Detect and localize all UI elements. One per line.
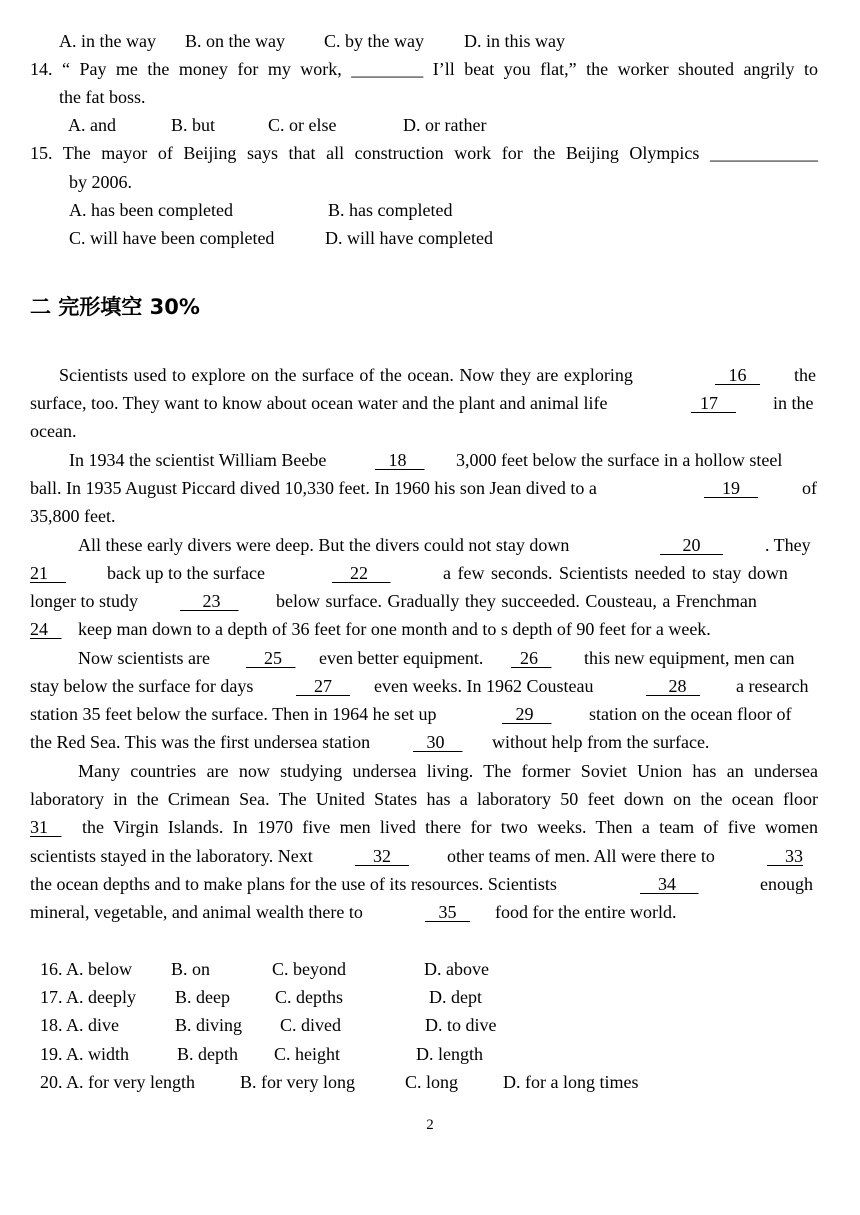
q19-option-a: 19. A. width: [40, 1044, 130, 1064]
passage-line: back up to the surface: [107, 563, 265, 583]
blank-19: 19: [722, 478, 740, 498]
blank-35: 35: [438, 902, 457, 922]
q19-option-d: D. length: [416, 1044, 483, 1064]
passage-fragment: a research: [736, 676, 809, 696]
q16-option-d: D. above: [424, 959, 489, 979]
q14-option-a: A. and: [68, 115, 116, 135]
blank-30: 30: [426, 732, 445, 752]
passage-line: All these early divers were deep. But the divers could not stay down: [78, 535, 570, 555]
passage-line: surface, too. They want to know about ocean water and the plant and animal life: [30, 393, 608, 413]
q16-option-a: 16. A. below: [40, 959, 132, 979]
q18-option-b: B. diving: [175, 1015, 243, 1035]
passage-line: station 35 feet below the surface. Then in 1964 he set up: [30, 704, 437, 724]
passage-line: laboratory in the Crimean Sea. The United States has a laboratory 50 feet down on the ocean floor: [30, 789, 818, 809]
passage-fragment: . They: [765, 535, 811, 555]
passage-line: longer to study: [30, 591, 138, 611]
q16-option-c: C. beyond: [272, 959, 346, 979]
q18-option-c: C. dived: [280, 1015, 341, 1035]
blank-34: 34: [658, 874, 676, 894]
blank-24: 24: [30, 619, 48, 639]
q20-option-a: 20. A. for very length: [40, 1072, 195, 1092]
q19-option-c: C. height: [274, 1044, 340, 1064]
q14-option-b: B. but: [171, 115, 216, 135]
passage-line: ball. In 1935 August Piccard dived 10,330 feet. In 1960 his son Jean dived to a: [30, 478, 597, 498]
page-number: 2: [426, 1117, 434, 1133]
q13-option-c: C. by the way: [324, 31, 424, 51]
q15-option-a: A. has been completed: [69, 200, 233, 220]
passage-line: 35,800 feet.: [30, 506, 116, 526]
blank-25: 25: [264, 648, 282, 668]
q18-option-d: D. to dive: [425, 1015, 497, 1035]
q13-option-b: B. on the way: [185, 31, 285, 51]
passage-line: ocean.: [30, 421, 77, 441]
blank-27: 27: [314, 676, 332, 696]
passage-line: the Virgin Islands. In 1970 five men lived there for two weeks. Then a team of five women: [82, 817, 818, 837]
q17-option-a: 17. A. deeply: [40, 987, 136, 1007]
blank-31: 31: [30, 817, 48, 837]
q20-option-c: C. long: [405, 1072, 459, 1092]
blank-29: 29: [515, 704, 534, 724]
passage-line: In 1934 the scientist William Beebe: [69, 450, 327, 470]
q20-option-d: D. for a long times: [503, 1072, 639, 1092]
passage-line: the Red Sea. This was the first undersea station: [30, 732, 371, 752]
blank-20: 20: [682, 535, 701, 555]
passage-fragment: a few seconds. Scientists needed to stay down: [443, 563, 788, 583]
passage-fragment: other teams of men. All were there to: [447, 846, 715, 866]
blank-32: 32: [373, 846, 391, 866]
q18-option-a: 18. A. dive: [40, 1015, 119, 1035]
passage-fragment: below surface. Gradually they succeeded. Cousteau, a Frenchman: [276, 591, 757, 611]
blank-21: 21: [30, 563, 48, 583]
q15-option-b: B. has completed: [328, 200, 453, 220]
passage-fragment: even weeks. In 1962 Cousteau: [374, 676, 594, 696]
passage-fragment: without help from the surface.: [492, 732, 710, 752]
q20-option-b: B. for very long: [240, 1072, 355, 1092]
passage-fragment: enough: [760, 874, 813, 894]
passage-line: mineral, vegetable, and animal wealth there to: [30, 902, 363, 922]
q16-option-b: B. on: [171, 959, 211, 979]
q13-option-a: A. in the way: [59, 31, 156, 51]
passage-fragment: station on the ocean floor of: [589, 704, 792, 724]
passage-fragment: of: [802, 478, 817, 498]
section-title: 二 完形填空 30%: [30, 295, 200, 319]
passage-line: Now scientists are: [78, 648, 210, 668]
passage-line: scientists stayed in the laboratory. Next: [30, 846, 313, 866]
blank-23: 23: [202, 591, 221, 611]
q15-option-c: C. will have been completed: [69, 228, 275, 248]
blank-18: 18: [388, 450, 407, 470]
q14-question-line2: the fat boss.: [59, 87, 146, 107]
passage-fragment: in the: [773, 393, 814, 413]
passage-fragment: the: [794, 365, 816, 385]
q14-question-line1: 14. “ Pay me the money for my work, ________ I’ll beat you flat,” the worker shouted angrily to: [30, 59, 818, 79]
q17-option-d: D. dept: [429, 987, 482, 1007]
q14-option-d: D. or rather: [403, 115, 487, 135]
blank-26: 26: [520, 648, 538, 668]
passage-fragment: even better equipment.: [319, 648, 484, 668]
passage-line: stay below the surface for days: [30, 676, 254, 696]
q17-option-c: C. depths: [275, 987, 344, 1007]
passage-fragment: food for the entire world.: [495, 902, 677, 922]
q15-question-line2: by 2006.: [69, 172, 132, 192]
q14-option-c: C. or else: [268, 115, 337, 135]
blank-28: 28: [668, 676, 687, 696]
q13-option-d: D. in this way: [464, 31, 565, 51]
q17-option-b: B. deep: [175, 987, 230, 1007]
q19-option-b: B. depth: [177, 1044, 238, 1064]
blank-22: 22: [350, 563, 368, 583]
blank-17: 17: [700, 393, 718, 413]
blank-33: 33: [785, 846, 803, 866]
passage-fragment: 3,000 feet below the surface in a hollow steel: [456, 450, 783, 470]
blank-16: 16: [728, 365, 747, 385]
passage-line: Scientists used to explore on the surface of the ocean. Now they are exploring: [59, 365, 633, 385]
passage-line: keep man down to a depth of 36 feet for one month and to s depth of 90 feet for a week.: [78, 619, 711, 639]
passage-line: Many countries are now studying undersea living. The former Soviet Union has an undersea: [78, 761, 818, 781]
passage-line: the ocean depths and to make plans for the use of its resources. Scientists: [30, 874, 557, 894]
q15-question-line1: 15. The mayor of Beijing says that all construction work for the Beijing Olympics ____________: [30, 143, 818, 163]
q15-option-d: D. will have completed: [325, 228, 493, 248]
passage-fragment: this new equipment, men can: [584, 648, 795, 668]
